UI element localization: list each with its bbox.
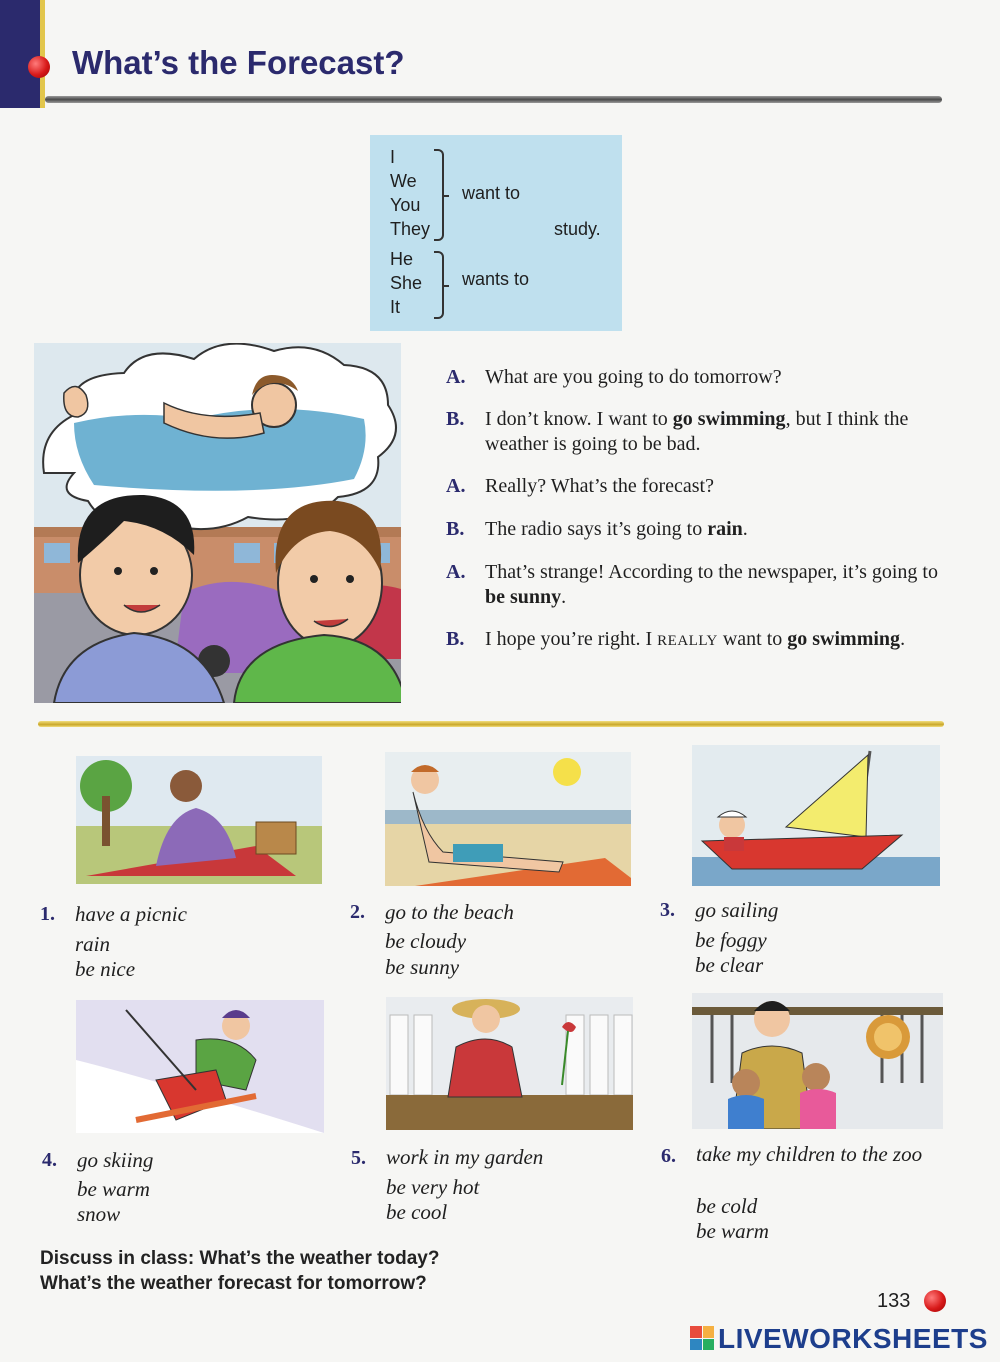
exercise-option: be nice xyxy=(75,957,136,981)
key-phrase: rain xyxy=(707,518,743,540)
exercise-option: be very hot xyxy=(386,1175,480,1199)
pronoun: It xyxy=(390,297,401,317)
watermark: LIVEWORKSHEETS xyxy=(718,1323,988,1354)
discuss-line-2: What’s the weather forecast for tomorrow? xyxy=(40,1273,427,1294)
speaker-label: B. xyxy=(446,628,465,650)
picnic-illustration xyxy=(76,756,322,884)
dialogue-segment: want to xyxy=(717,628,788,650)
dialogue-segment: What are you going to do tomorrow? xyxy=(485,366,782,388)
exercise-option: be cloudy xyxy=(385,929,467,953)
key-phrase: go swimming xyxy=(672,408,786,430)
page-title: What’s the Forecast? xyxy=(72,44,405,81)
beach-illustration xyxy=(385,752,631,886)
exercise-activity: work in my garden xyxy=(386,1145,544,1169)
exercise-option: be cool xyxy=(386,1200,448,1224)
sailing-illustration xyxy=(692,745,940,886)
exercise-option: be warm xyxy=(696,1219,769,1243)
brace-singular xyxy=(434,251,444,319)
exercise-number: 1. xyxy=(40,903,55,925)
exercise-number: 6. xyxy=(661,1145,676,1167)
speaker-label: B. xyxy=(446,518,465,540)
dialogue-text xyxy=(485,627,945,654)
dialogue-illustration xyxy=(34,343,401,703)
exercise-option: rain xyxy=(75,932,111,956)
exercise-activity: go to the beach xyxy=(385,900,514,924)
dialogue-segment: I hope you’re right. I xyxy=(485,628,658,650)
liveworksheets-logo-icon xyxy=(690,1326,714,1350)
exercise-option: be warm xyxy=(77,1177,150,1201)
dialogue-text xyxy=(485,517,945,542)
section-divider xyxy=(38,721,944,727)
exercise-option: be sunny xyxy=(385,955,460,979)
pronoun: She xyxy=(390,273,423,293)
exercise-option: be foggy xyxy=(695,928,767,952)
exercise-option: snow xyxy=(77,1202,121,1226)
exercise-option: be cold xyxy=(696,1194,758,1218)
title-rule xyxy=(45,96,942,103)
dialogue-segment: The radio says it’s going to xyxy=(485,518,708,540)
pronoun: They xyxy=(390,219,431,239)
dialogue-text xyxy=(485,407,945,457)
pronoun: He xyxy=(390,249,414,269)
exercise-number: 4. xyxy=(42,1149,57,1171)
pronoun: I xyxy=(390,147,396,167)
garden-illustration xyxy=(386,997,633,1130)
exercise-activity: go sailing xyxy=(695,898,779,922)
dialogue-segment: I don’t know. I want to xyxy=(485,408,673,430)
exercise-option: be clear xyxy=(695,953,764,977)
singular-verb: wants to xyxy=(462,269,530,289)
infinitive: study. xyxy=(554,219,601,239)
dialogue-segment: . xyxy=(742,518,748,540)
exercise-activity: go skiing xyxy=(77,1148,154,1172)
dialogue-line xyxy=(446,517,966,542)
dialogue-line xyxy=(446,560,966,610)
red-bullet-icon xyxy=(924,1290,946,1312)
plural-verb: want to xyxy=(462,183,521,203)
dialogue-line xyxy=(446,365,966,390)
skiing-illustration xyxy=(76,1000,324,1133)
pronoun: You xyxy=(390,195,421,215)
pronoun: We xyxy=(390,171,417,191)
dialogue-segment: That’s strange! According to the newspaper, it’s going to xyxy=(485,561,938,583)
header-gold-stripe xyxy=(40,0,45,108)
speaker-label: A. xyxy=(446,366,466,388)
grammar-box xyxy=(370,135,622,331)
dialogue-text xyxy=(485,560,945,610)
dialogue-segment: REALLY xyxy=(657,633,718,649)
speaker-label: A. xyxy=(446,561,466,583)
dialogue-line xyxy=(446,474,966,499)
dialogue-line xyxy=(446,627,966,677)
dialogue-segment: . xyxy=(900,628,906,650)
discuss-line-1: Discuss in class: What’s the weather today? xyxy=(40,1248,440,1269)
dialogue-text xyxy=(485,474,945,499)
dialogue-segment: Really? What’s the forecast? xyxy=(485,475,714,497)
brace-plural xyxy=(434,149,444,241)
exercise-number: 2. xyxy=(350,901,365,923)
dialogue-text xyxy=(485,365,945,390)
dialogue-segment: . xyxy=(561,586,567,608)
dialogue-segment: , but I think the weather is going to be bad. xyxy=(485,408,909,455)
zoo-illustration xyxy=(692,993,943,1129)
speaker-label: B. xyxy=(446,408,465,430)
header-side-bar xyxy=(0,0,40,108)
exercise-number: 3. xyxy=(660,899,675,921)
exercise-activity: take my children to the zoo xyxy=(696,1142,923,1166)
key-phrase: be sunny xyxy=(485,586,562,608)
dialogue-line xyxy=(446,407,966,457)
page-number: 133 xyxy=(877,1290,911,1312)
exercise-activity: have a picnic xyxy=(75,902,187,926)
red-bullet-icon xyxy=(28,56,50,78)
key-phrase: go swimming xyxy=(787,628,901,650)
speaker-label: A. xyxy=(446,475,466,497)
exercise-number: 5. xyxy=(351,1147,366,1169)
